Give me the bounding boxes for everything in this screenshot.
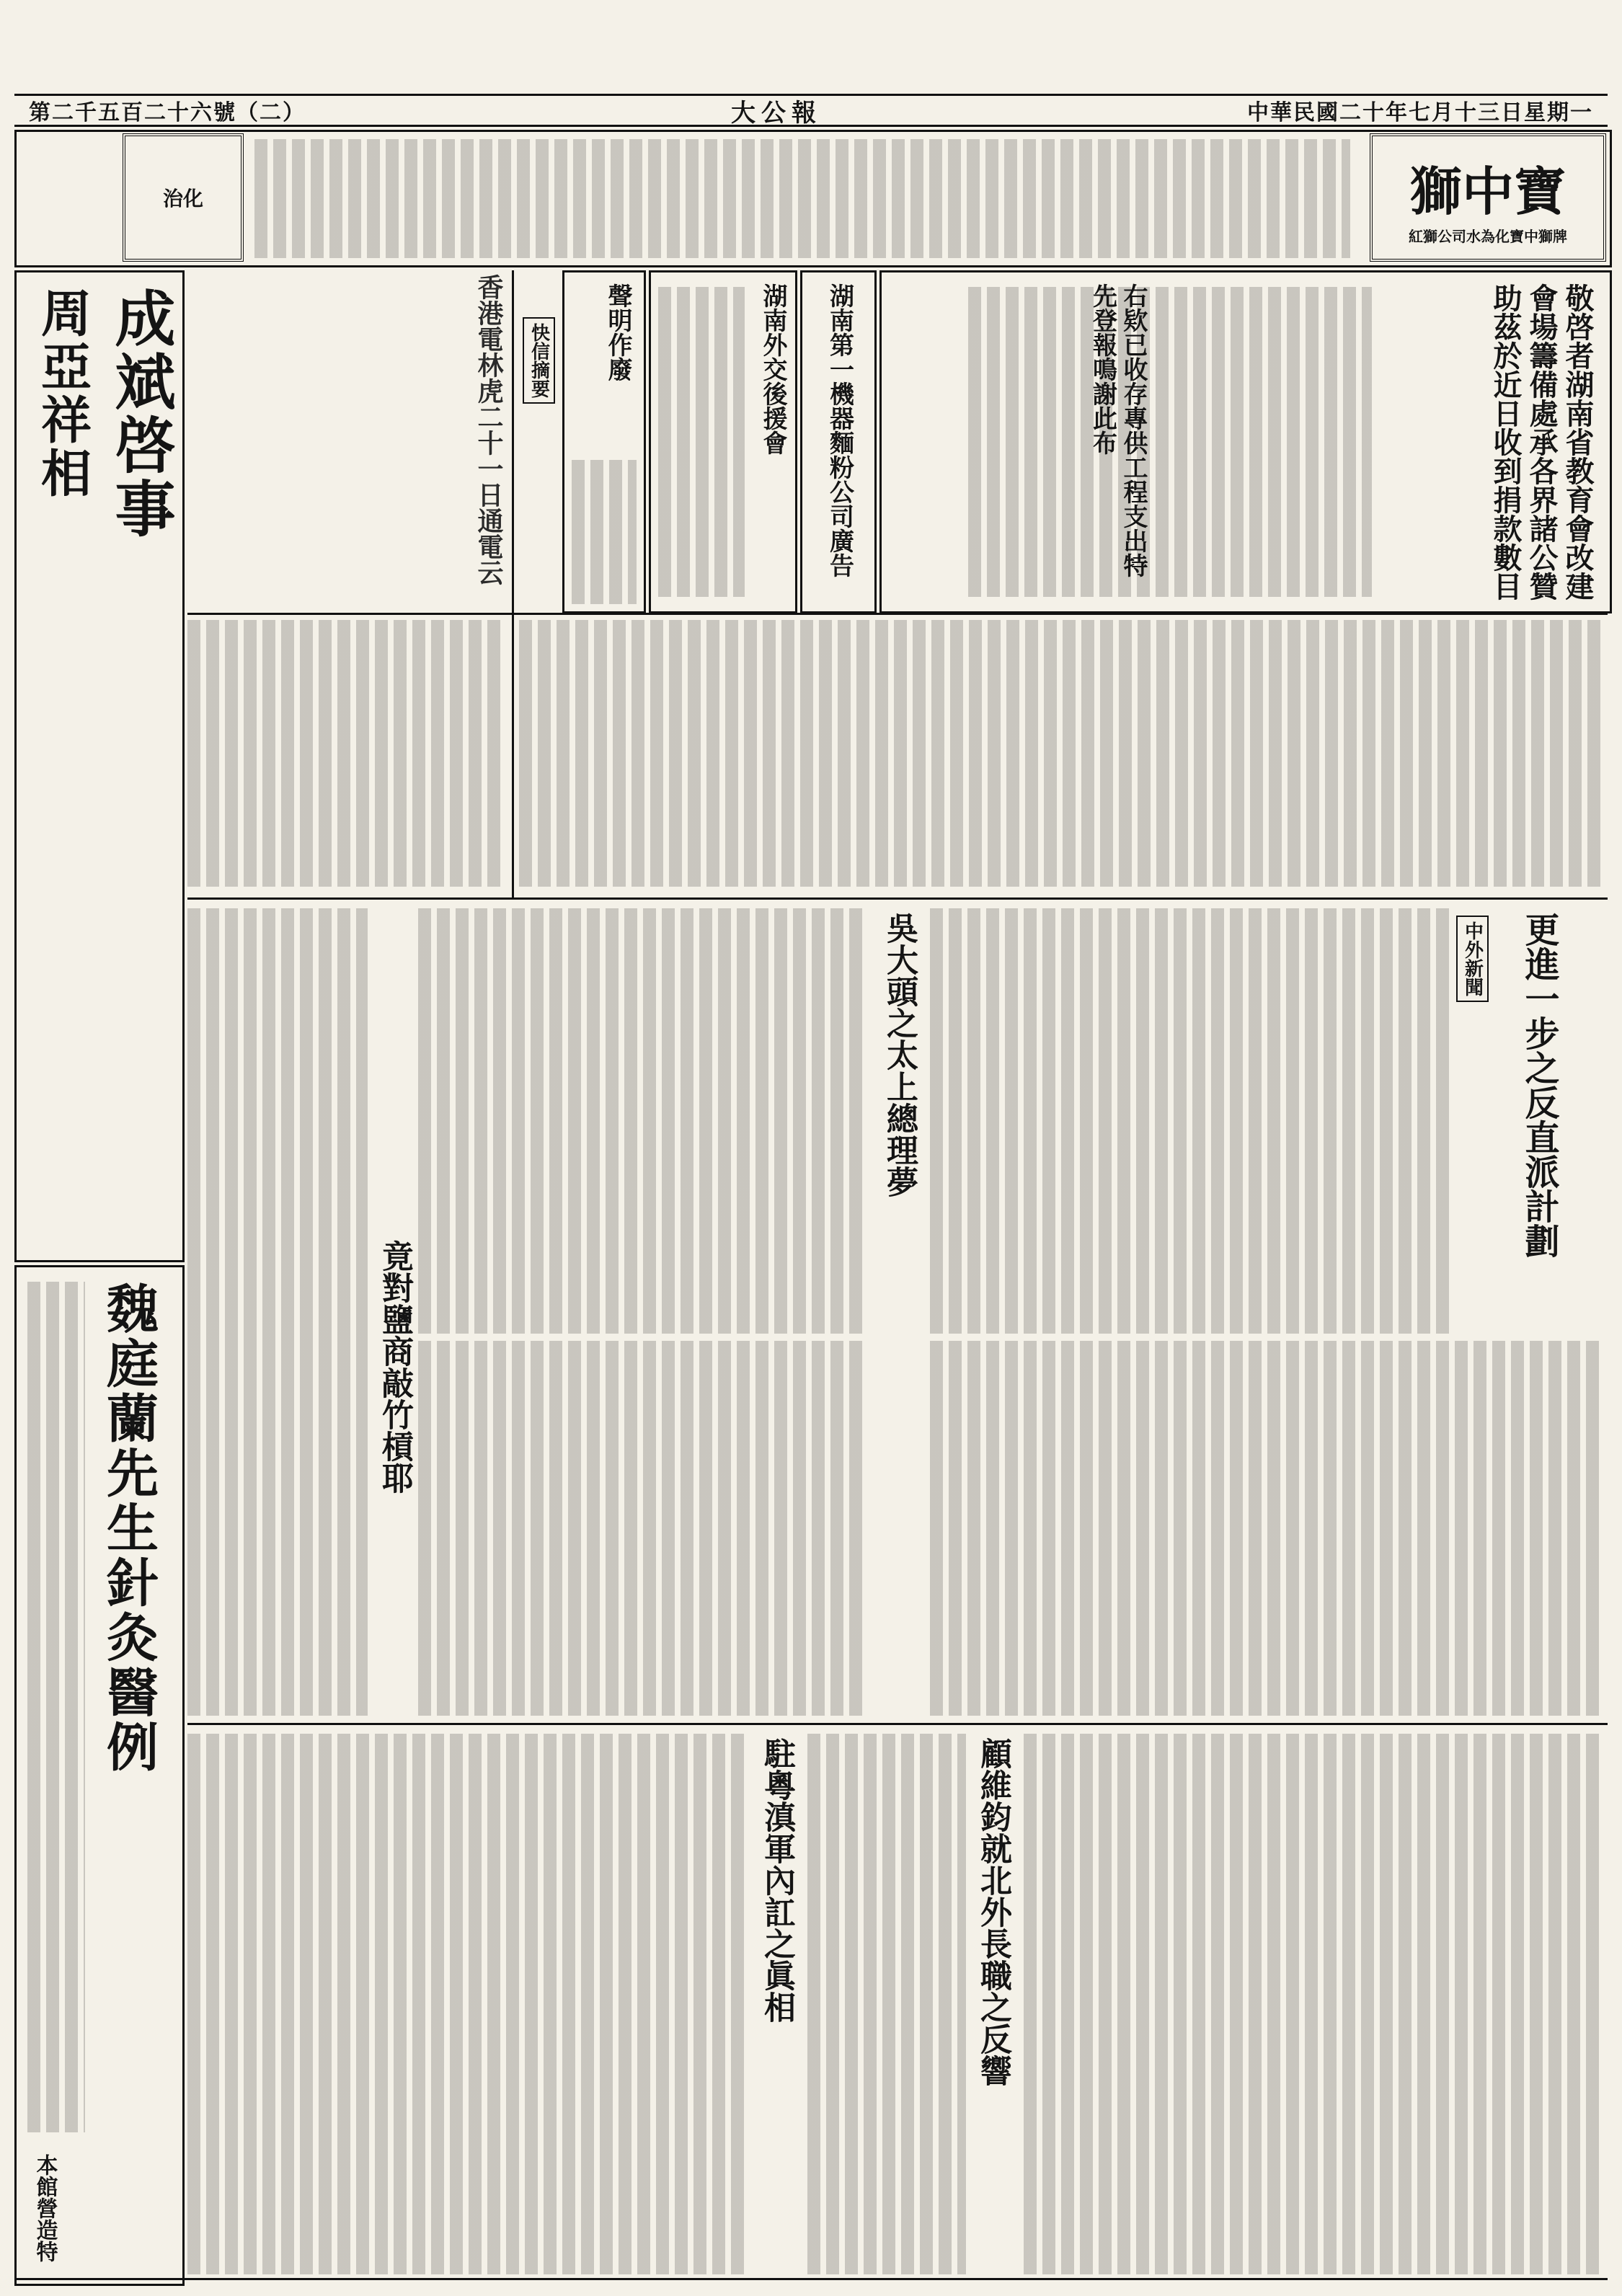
news-text-block-1 (519, 620, 1600, 887)
headline-education-fund: 敬啓者湖南省教育會改建會場籌備處承各界諸公贊助茲於近日收到捐款數目 (1489, 283, 1595, 600)
headline-wu-datou: 吳大頭之太上總理夢 (881, 912, 918, 1197)
headline-anti-zhili: 更進一步之反直派計劃 (1519, 912, 1559, 1258)
headline-benguan: 本館營造特 (32, 2154, 58, 2262)
notice-education-fund (879, 270, 1612, 613)
divider (512, 270, 514, 897)
foreign-affairs-notice (649, 270, 797, 613)
tag-quick-news: 快信摘要 (523, 317, 555, 404)
bottom-rule (14, 2278, 1608, 2280)
left-logo-ad (123, 133, 244, 262)
left-logo-text: 治化 (162, 187, 203, 210)
news-text-block-2 (187, 620, 505, 887)
headline-salt-merchants: 竟對鹽商敲竹槓耶 (376, 1240, 413, 1494)
issue-line: 第二千五百二十六號（二） (29, 100, 306, 125)
ad-small-text-area (254, 139, 1350, 258)
yunnan-text-a (807, 1734, 966, 2274)
salt-text (187, 908, 368, 1716)
wu-datou-text (418, 908, 865, 1334)
headline-thanks: 右欵已收存專供工程支出特先登報鳴謝此布 (1088, 283, 1148, 577)
headline-declaration: 聲明作廢 (603, 283, 632, 381)
headline-chengbin: 成斌啓事 (105, 287, 177, 541)
logo-big-text: 獅中寶 (1409, 160, 1566, 222)
left-ad-column-2 (14, 1265, 185, 2286)
gu-weijun-text (1024, 1734, 1600, 2274)
headline-zhouya: 周亞祥相 (32, 287, 93, 500)
headline-gu-weijun: 顧維鈞就北外長職之反響 (975, 1737, 1011, 2086)
date-line: 中華民國二十年七月十三日星期一 (1247, 100, 1593, 125)
masthead (14, 94, 1608, 127)
section-rule-3 (187, 1723, 1608, 1725)
logo-small-text: 紅獅公司水為化寶中獅牌 (1409, 227, 1567, 245)
left-ad-column (14, 270, 185, 1262)
quick-news-lead: 香港電林虎二十一日通電云 (474, 274, 504, 585)
declaration-text (572, 460, 637, 604)
acupuncture-text (27, 1282, 85, 2132)
newspaper-page (14, 14, 1608, 2282)
mid-text-block (418, 1341, 865, 1716)
tag-world-news: 中外新聞 (1456, 916, 1489, 1002)
right-mid-text (930, 1341, 1600, 1716)
paper-name: 大公報 (731, 98, 822, 128)
flour-company-ad (800, 270, 877, 613)
headline-foreign-affairs: 湖南外交後援會 (758, 283, 787, 455)
section-rule-2 (187, 897, 1608, 900)
headline-wei-acupuncture: 魏庭蘭先生針灸醫例 (98, 1282, 159, 1775)
headline-yunnan-army: 駐粵滇軍內訌之眞相 (758, 1737, 795, 2023)
right-logo-ad (1370, 133, 1606, 262)
headline-flour-company: 湖南第一機器麵粉公司廣告 (825, 283, 854, 577)
declaration-void (562, 270, 646, 613)
yunnan-text-b (187, 1734, 750, 2274)
section-rule (187, 613, 1608, 615)
anti-zhili-text (930, 908, 1449, 1334)
donation-list-text (968, 287, 1372, 597)
foreign-affairs-text (658, 287, 745, 597)
